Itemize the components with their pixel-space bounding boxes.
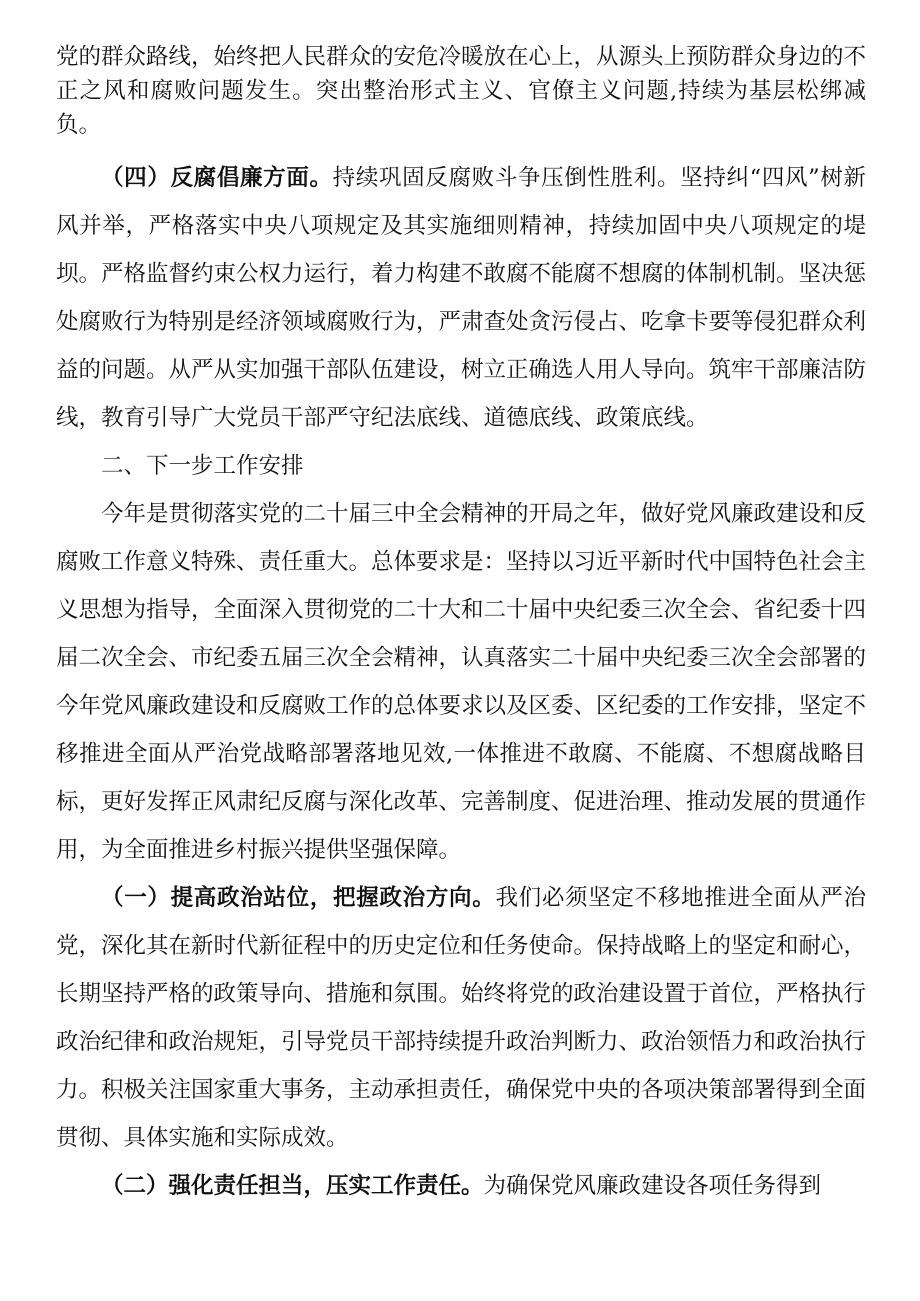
paragraph-lead: （一）提高政治站位，把握政治方向。 [101,885,496,911]
paragraph-body: 为确保党风廉政建设各项任务得到 [483,1173,822,1199]
section-heading: 二、下一步工作安排 [101,453,304,479]
paragraph-continuation: 党的群众路线，始终把人民群众的安危冷暖放在心上，从源头上预防群众身边的不正之风和腐败问题发生。突出整治形式主义、官僚主义问题,持续为基层松绑减负。 [56,44,867,138]
paragraph-body: 持续巩固反腐败斗争压倒性胜利。坚持纠“四风”树新风并举，严格落实中央八项规定及其实施细则精神，持续加固中央八项规定的堤坝。严格监督约束公权力运行，着力构建不敢腐不能腐不想腐的体制机制。坚决惩处腐败行为特别是经济领域腐败行为，严肃查处贪污侵占、吃拿卡要等侵犯群众利益的问题。从严从实加强干部队伍建设，树立正确选人用人导向。筑牢干部廉洁防线，教育引导广大党员干部严守纪法底线、道德底线、政策底线。 [56,165,867,431]
paragraph-political-stance [56,874,866,1162]
paragraph-anti-corruption [56,154,866,442]
paragraph-lead: （四）反腐倡廉方面。 [101,165,333,191]
paragraph-intro: 今年是贯彻落实党的二十届三中全会精神的开局之年，做好党风廉政建设和反腐败工作意义特殊、责任重大。总体要求是：坚持以习近平新时代中国特色社会主义思想为指导，全面深入贯彻党的二十大和二十届中央纪委三次全会、省纪委十四届二次全会、市纪委五届三次全会精神，认真落实二十届中央纪委三次全会部署的今年党风廉政建设和反腐败工作的总体要求以及区委、区纪委的工作安排，坚定不移推进全面从严治党战略部署落地见效,一体推进不敢腐、不能腐、不想腐战略目标，更好发挥正风肃纪反腐与深化改革、完善制度、促进治理、推动发展的贯通作用，为全面推进乡村振兴提供坚强保障。 [56,501,867,863]
paragraph-lead: （二）强化责任担当，压实工作责任。 [101,1173,484,1199]
paragraph-body: 我们必须坚定不移地推进全面从严治党，深化其在新时代新征程中的历史定位和任务使命。保持战略上的坚定和耐心，长期坚持严格的政策导向、措施和氛围。始终将党的政治建设置于首位，严格执行政治纪律和政治规矩，引导党员干部持续提升政治判断力、政治领悟力和政治执行力。积极关注国家重大事务，主动承担责任，确保党中央的各项决策部署得到全面贯彻、具体实施和实际成效。 [56,885,867,1151]
document-page [56,40,866,1210]
paragraph-responsibility [56,1162,866,1210]
